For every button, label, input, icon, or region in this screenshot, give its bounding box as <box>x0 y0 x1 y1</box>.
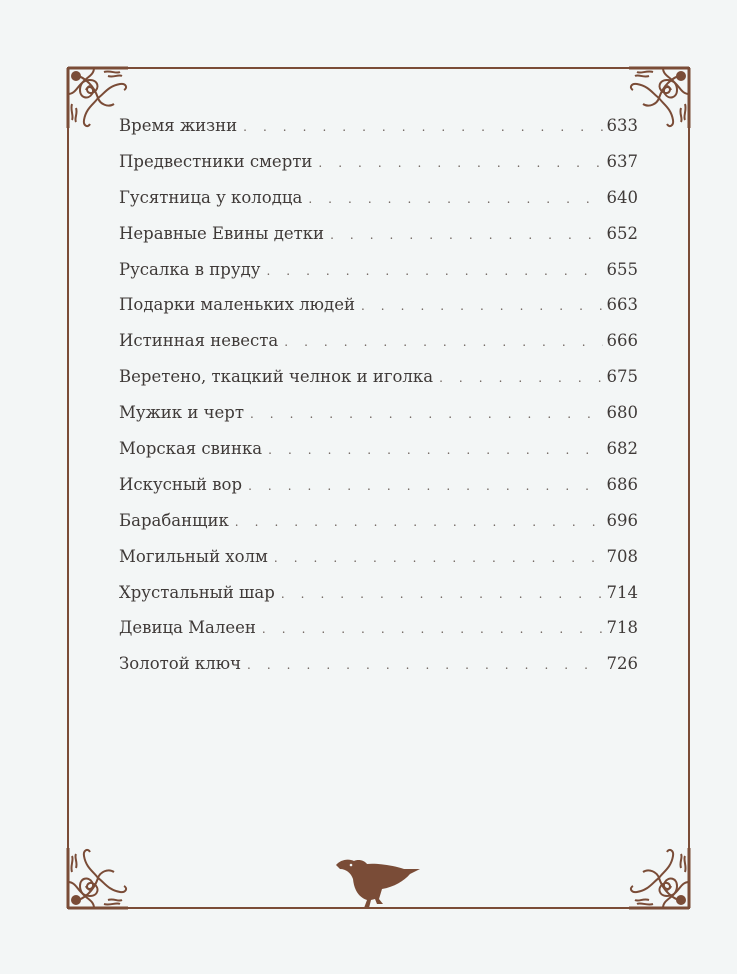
toc-entry[interactable] <box>119 144 638 180</box>
toc-entry-title: Морская свинка <box>119 439 263 459</box>
dot-leader <box>274 541 603 577</box>
toc-entry[interactable] <box>119 646 638 682</box>
toc-entry-title: Искусный вор <box>119 474 243 494</box>
toc-entry-page: 663 <box>606 295 638 315</box>
dot-leader <box>439 361 602 397</box>
toc-entry-title: Веретено, ткацкий челнок и иголка <box>119 367 434 387</box>
dot-leader <box>308 182 602 218</box>
raven-icon <box>334 855 422 911</box>
toc-entry-title: Девица Малеен <box>119 618 256 638</box>
toc-entry-page: 686 <box>606 474 638 494</box>
toc-entry-page: 708 <box>606 546 638 566</box>
table-of-contents <box>119 108 638 682</box>
toc-entry-page: 652 <box>606 223 638 243</box>
dot-leader <box>247 648 602 684</box>
toc-entry[interactable] <box>119 252 638 288</box>
toc-entry-title: Хрустальный шар <box>119 582 275 602</box>
dot-leader <box>262 612 603 648</box>
toc-entry[interactable] <box>119 323 638 359</box>
toc-entry[interactable] <box>119 467 638 503</box>
toc-entry[interactable] <box>119 539 638 575</box>
toc-entry-title: Время жизни <box>119 116 238 135</box>
toc-entry-page: 714 <box>606 582 638 602</box>
toc-entry[interactable] <box>119 216 638 252</box>
toc-entry-title: Гусятница у колодца <box>119 187 303 207</box>
toc-entry-page: 655 <box>606 259 638 279</box>
toc-entry[interactable] <box>119 431 638 467</box>
dot-leader <box>361 289 603 325</box>
toc-entry-page: 640 <box>606 187 638 207</box>
dot-leader <box>318 146 602 182</box>
ornament-corner-icon <box>64 844 132 912</box>
toc-entry-page: 718 <box>606 618 638 638</box>
dot-leader <box>281 577 603 613</box>
toc-entry-page: 726 <box>606 654 638 674</box>
dot-leader <box>268 433 602 469</box>
toc-entry[interactable] <box>119 503 638 539</box>
toc-entry-page: 675 <box>606 367 638 387</box>
toc-entry-title: Неравные Евины детки <box>119 223 325 243</box>
toc-entry[interactable] <box>119 395 638 431</box>
toc-entry-page: 680 <box>606 403 638 423</box>
toc-entry-title: Мужик и черт <box>119 403 244 423</box>
toc-entry[interactable] <box>119 359 638 395</box>
toc-entry-title: Истинная невеста <box>119 331 279 351</box>
toc-entry[interactable] <box>119 610 638 646</box>
dot-leader <box>248 469 602 505</box>
dot-leader <box>243 110 602 146</box>
toc-entry[interactable] <box>119 575 638 611</box>
toc-entry-page: 633 <box>606 116 638 135</box>
toc-entry-title: Золотой ключ <box>119 654 242 674</box>
toc-entry-title: Могильный холм <box>119 546 268 566</box>
dot-leader <box>266 254 602 290</box>
toc-entry-title: Подарки маленьких людей <box>119 295 355 315</box>
dot-leader <box>330 218 602 254</box>
toc-entry-page: 696 <box>606 510 638 530</box>
toc-entry-page: 637 <box>606 151 638 171</box>
dot-leader <box>250 397 603 433</box>
ornament-corner-icon <box>625 844 693 912</box>
dot-leader <box>284 325 602 361</box>
toc-entry[interactable] <box>119 287 638 323</box>
toc-entry-title: Барабанщик <box>119 510 229 530</box>
toc-entry-title: Русалка в пруду <box>119 259 261 279</box>
toc-entry-title: Предвестники смерти <box>119 151 313 171</box>
toc-entry[interactable] <box>119 108 638 144</box>
dot-leader <box>235 505 603 541</box>
toc-entry[interactable] <box>119 180 638 216</box>
toc-entry-page: 666 <box>606 331 638 351</box>
toc-entry-page: 682 <box>606 439 638 459</box>
